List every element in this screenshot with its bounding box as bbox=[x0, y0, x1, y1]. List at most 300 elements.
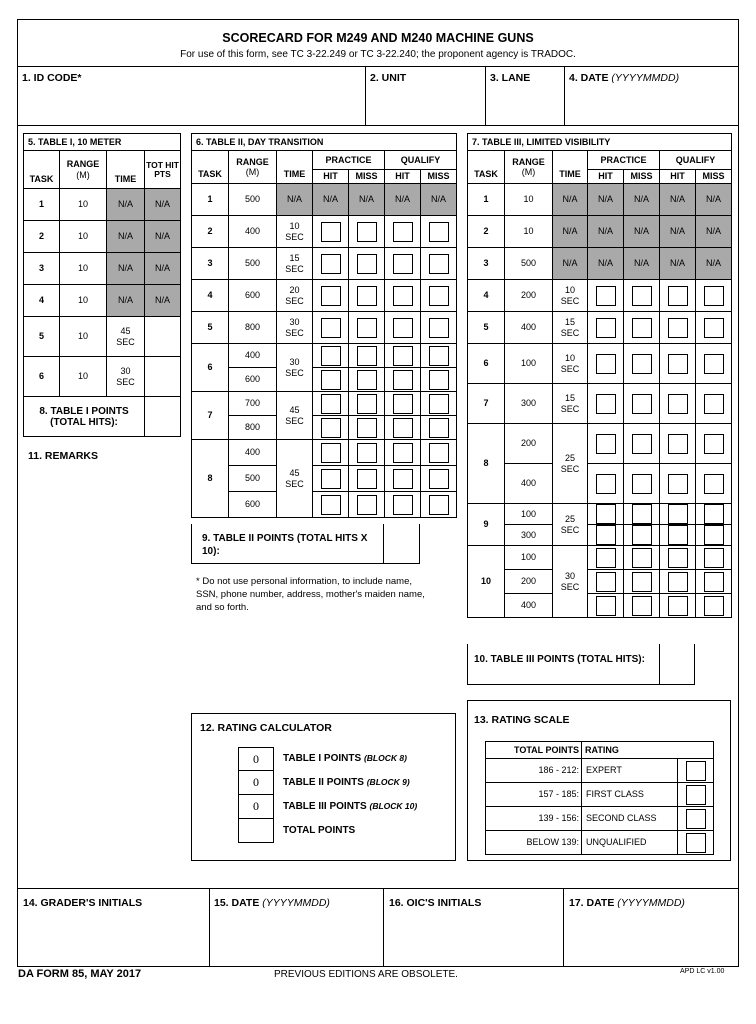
range-value: 200 bbox=[505, 570, 553, 594]
practice-hit-checkbox[interactable] bbox=[596, 596, 616, 616]
table-two-points-label: 9. TABLE II POINTS (TOTAL HITS X 10): bbox=[202, 533, 368, 557]
table-row bbox=[468, 594, 732, 618]
qualify-hit-cell bbox=[660, 570, 696, 594]
qualify-miss-checkbox[interactable] bbox=[429, 318, 449, 338]
practice-miss-cell bbox=[349, 492, 385, 518]
practice-hit-cell bbox=[313, 492, 349, 518]
id-code-label: 1. ID CODE* bbox=[22, 72, 82, 84]
qualify-hit-cell bbox=[660, 384, 696, 424]
date15-label: 15. DATE (YYYYMMDD) bbox=[214, 897, 330, 909]
qualify-hit-cell bbox=[660, 312, 696, 344]
range-value: 500 bbox=[229, 184, 277, 216]
practice-miss-cell bbox=[624, 525, 660, 546]
practice-hit-cell bbox=[588, 280, 624, 312]
time-value: 15 SEC bbox=[553, 312, 588, 344]
practice-miss-checkbox[interactable] bbox=[357, 443, 377, 463]
rating-name: SECOND CLASS bbox=[582, 807, 678, 831]
practice-miss-checkbox[interactable] bbox=[632, 504, 652, 524]
practice-hit-checkbox[interactable] bbox=[596, 434, 616, 454]
qualify-miss-cell bbox=[421, 368, 457, 392]
practice-miss-checkbox[interactable] bbox=[632, 318, 652, 338]
calculator-value[interactable]: 0 bbox=[238, 771, 274, 795]
grader-initials-field[interactable] bbox=[20, 912, 208, 964]
points-value: N/A bbox=[145, 253, 181, 285]
qualify-hit-checkbox[interactable] bbox=[393, 495, 413, 515]
col-miss: MISS bbox=[696, 170, 732, 184]
col-practice: PRACTICE bbox=[588, 151, 660, 170]
qualify-miss-cell bbox=[421, 416, 457, 440]
task-number: 8 bbox=[192, 440, 229, 518]
privacy-note: * Do not use personal information, to include name, SSN, phone number, address, mother's maiden name, and so forth. bbox=[196, 576, 425, 613]
qualify-miss-checkbox[interactable] bbox=[704, 525, 724, 545]
time-value: 45 SEC bbox=[277, 440, 313, 518]
time-value: 45 SEC bbox=[107, 317, 145, 357]
qualify-hit-checkbox[interactable] bbox=[393, 222, 413, 242]
range-value: 700 bbox=[229, 392, 277, 416]
practice-miss-checkbox[interactable] bbox=[632, 525, 652, 545]
qualify-miss-checkbox[interactable] bbox=[429, 495, 449, 515]
practice-hit-cell bbox=[313, 312, 349, 344]
practice-hit-cell bbox=[313, 344, 349, 368]
qualify-miss-cell bbox=[696, 312, 732, 344]
table-two bbox=[191, 133, 457, 518]
points-value bbox=[145, 357, 181, 397]
table-row bbox=[468, 424, 732, 464]
task-number: 6 bbox=[24, 357, 60, 397]
practice-miss-cell bbox=[349, 280, 385, 312]
na-cell: N/A bbox=[588, 184, 624, 216]
practice-hit-checkbox[interactable] bbox=[596, 394, 616, 414]
practice-hit-cell bbox=[313, 466, 349, 492]
table-row bbox=[192, 344, 457, 368]
table-row bbox=[468, 248, 732, 280]
qualify-miss-checkbox[interactable] bbox=[429, 469, 449, 489]
date-field[interactable] bbox=[566, 86, 736, 124]
practice-miss-checkbox[interactable] bbox=[357, 469, 377, 489]
rating-select-cell bbox=[678, 783, 714, 807]
table-row bbox=[468, 570, 732, 594]
task-number: 6 bbox=[468, 344, 505, 384]
practice-miss-checkbox[interactable] bbox=[357, 495, 377, 515]
points-value: N/A bbox=[145, 285, 181, 317]
col-time: TIME bbox=[553, 151, 588, 184]
practice-hit-checkbox[interactable] bbox=[321, 495, 341, 515]
practice-miss-checkbox[interactable] bbox=[357, 222, 377, 242]
task-number: 1 bbox=[468, 184, 505, 216]
table-row bbox=[192, 492, 457, 518]
practice-hit-checkbox[interactable] bbox=[596, 548, 616, 568]
practice-hit-cell bbox=[588, 594, 624, 618]
practice-miss-checkbox[interactable] bbox=[632, 474, 652, 494]
practice-hit-cell bbox=[313, 280, 349, 312]
col-qualify: QUALIFY bbox=[660, 151, 732, 170]
practice-hit-cell bbox=[588, 344, 624, 384]
table-row bbox=[24, 357, 181, 397]
table-two-points-box bbox=[191, 524, 420, 564]
task-number: 5 bbox=[468, 312, 505, 344]
qualify-miss-cell bbox=[421, 248, 457, 280]
calculator-value[interactable]: 0 bbox=[238, 795, 274, 819]
qualify-miss-cell bbox=[696, 546, 732, 570]
qualify-miss-cell bbox=[696, 424, 732, 464]
qualify-miss-checkbox[interactable] bbox=[429, 418, 449, 438]
practice-miss-checkbox[interactable] bbox=[632, 394, 652, 414]
table-row bbox=[468, 504, 732, 525]
practice-miss-checkbox[interactable] bbox=[357, 346, 377, 366]
calculator-value[interactable] bbox=[238, 819, 274, 843]
practice-hit-checkbox[interactable] bbox=[321, 394, 341, 414]
task-number: 4 bbox=[468, 280, 505, 312]
col-task: TASK bbox=[24, 151, 60, 189]
practice-hit-checkbox[interactable] bbox=[321, 286, 341, 306]
col-practice: PRACTICE bbox=[313, 151, 385, 170]
na-cell: N/A bbox=[349, 184, 385, 216]
task-number: 10 bbox=[468, 546, 505, 618]
task-number: 3 bbox=[192, 248, 229, 280]
table-row bbox=[192, 184, 457, 216]
table-row bbox=[468, 384, 732, 424]
qualify-hit-checkbox[interactable] bbox=[668, 354, 688, 374]
qualify-hit-checkbox[interactable] bbox=[668, 394, 688, 414]
qualify-miss-cell bbox=[421, 466, 457, 492]
time-value: N/A bbox=[107, 221, 145, 253]
practice-miss-cell bbox=[624, 570, 660, 594]
qualify-miss-checkbox[interactable] bbox=[704, 354, 724, 374]
practice-miss-checkbox[interactable] bbox=[357, 286, 377, 306]
table-row bbox=[468, 184, 732, 216]
qualify-miss-cell bbox=[421, 312, 457, 344]
col-time: TIME bbox=[277, 151, 313, 184]
qualify-hit-checkbox[interactable] bbox=[393, 370, 413, 390]
practice-hit-checkbox[interactable] bbox=[321, 318, 341, 338]
qualify-miss-checkbox[interactable] bbox=[429, 443, 449, 463]
date15-field[interactable] bbox=[211, 912, 381, 964]
range-value: 400 bbox=[505, 312, 553, 344]
practice-miss-checkbox[interactable] bbox=[357, 418, 377, 438]
table-row bbox=[192, 368, 457, 392]
practice-hit-cell bbox=[588, 312, 624, 344]
practice-hit-cell bbox=[313, 392, 349, 416]
range-value: 500 bbox=[505, 248, 553, 280]
practice-hit-checkbox[interactable] bbox=[321, 346, 341, 366]
qualify-hit-cell bbox=[660, 525, 696, 546]
qualify-miss-cell bbox=[696, 525, 732, 546]
practice-miss-cell bbox=[349, 392, 385, 416]
rating-select-checkbox[interactable] bbox=[686, 833, 706, 853]
qualify-hit-checkbox[interactable] bbox=[668, 434, 688, 454]
na-cell: N/A bbox=[588, 216, 624, 248]
time-value: 30 SEC bbox=[107, 357, 145, 397]
table-row bbox=[468, 280, 732, 312]
lane-field[interactable] bbox=[487, 86, 562, 124]
range-value: 600 bbox=[229, 492, 277, 518]
qualify-miss-checkbox[interactable] bbox=[429, 286, 449, 306]
practice-miss-checkbox[interactable] bbox=[632, 596, 652, 616]
time-value: 15 SEC bbox=[277, 248, 313, 280]
practice-hit-checkbox[interactable] bbox=[596, 474, 616, 494]
table-row bbox=[192, 440, 457, 466]
qualify-hit-checkbox[interactable] bbox=[668, 474, 688, 494]
practice-miss-checkbox[interactable] bbox=[632, 572, 652, 592]
col-hit: HIT bbox=[385, 170, 421, 184]
calculator-label: TABLE III POINTS (BLOCK 10) bbox=[283, 801, 418, 812]
task-number: 1 bbox=[24, 189, 60, 221]
practice-hit-cell bbox=[588, 504, 624, 525]
time-value: 15 SEC bbox=[553, 384, 588, 424]
qualify-hit-checkbox[interactable] bbox=[393, 318, 413, 338]
calculator-value[interactable]: 0 bbox=[238, 747, 274, 771]
task-number: 3 bbox=[468, 248, 505, 280]
qualify-miss-cell bbox=[421, 344, 457, 368]
rating-calculator-label: 12. RATING CALCULATOR bbox=[200, 722, 332, 734]
table-row bbox=[192, 280, 457, 312]
table-row bbox=[468, 312, 732, 344]
table-one-caption: 5. TABLE I, 10 METER bbox=[24, 134, 181, 151]
table-row bbox=[192, 392, 457, 416]
table-row bbox=[468, 525, 732, 546]
practice-hit-checkbox[interactable] bbox=[596, 525, 616, 545]
time-value: 25 SEC bbox=[553, 424, 588, 504]
qualify-miss-checkbox[interactable] bbox=[704, 286, 724, 306]
practice-miss-checkbox[interactable] bbox=[632, 548, 652, 568]
practice-hit-checkbox[interactable] bbox=[596, 318, 616, 338]
rating-row bbox=[486, 783, 714, 807]
qualify-miss-checkbox[interactable] bbox=[704, 596, 724, 616]
time-value: 30 SEC bbox=[553, 546, 588, 618]
practice-miss-cell bbox=[624, 384, 660, 424]
qualify-miss-checkbox[interactable] bbox=[704, 548, 724, 568]
qualify-hit-checkbox[interactable] bbox=[668, 596, 688, 616]
table-one-points-field[interactable] bbox=[145, 397, 181, 437]
qualify-hit-cell bbox=[660, 464, 696, 504]
range-value: 10 bbox=[60, 253, 107, 285]
practice-hit-checkbox[interactable] bbox=[321, 443, 341, 463]
na-cell: N/A bbox=[624, 248, 660, 280]
remarks-field[interactable] bbox=[24, 466, 184, 706]
rating-points: 139 - 156: bbox=[486, 807, 582, 831]
qualify-hit-cell bbox=[385, 312, 421, 344]
points-value: N/A bbox=[145, 189, 181, 221]
practice-miss-checkbox[interactable] bbox=[357, 318, 377, 338]
table-three-caption: 7. TABLE III, LIMITED VISIBILITY bbox=[468, 134, 732, 151]
qualify-hit-checkbox[interactable] bbox=[668, 286, 688, 306]
range-value: 10 bbox=[60, 189, 107, 221]
time-value: 20 SEC bbox=[277, 280, 313, 312]
table-row bbox=[24, 285, 181, 317]
rating-select-checkbox[interactable] bbox=[686, 761, 706, 781]
task-number: 6 bbox=[192, 344, 229, 392]
qualify-hit-cell bbox=[660, 280, 696, 312]
qualify-miss-checkbox[interactable] bbox=[429, 370, 449, 390]
obsolete-note: PREVIOUS EDITIONS ARE OBSOLETE. bbox=[274, 969, 458, 980]
col-miss: MISS bbox=[624, 170, 660, 184]
table-one-points-label: 8. TABLE I POINTS (TOTAL HITS): bbox=[24, 397, 145, 437]
qualify-hit-cell bbox=[385, 368, 421, 392]
task-number: 1 bbox=[192, 184, 229, 216]
table-row bbox=[192, 248, 457, 280]
time-value: 25 SEC bbox=[553, 504, 588, 546]
col-task: TASK bbox=[468, 151, 505, 184]
qualify-hit-checkbox[interactable] bbox=[393, 254, 413, 274]
table-three-points-box bbox=[467, 644, 695, 685]
qualify-hit-cell bbox=[385, 392, 421, 416]
table-three bbox=[467, 133, 732, 618]
qualify-miss-checkbox[interactable] bbox=[429, 394, 449, 414]
form-number: DA FORM 85, MAY 2017 bbox=[18, 968, 142, 980]
practice-hit-cell bbox=[588, 464, 624, 504]
practice-miss-cell bbox=[349, 368, 385, 392]
col-qualify: QUALIFY bbox=[385, 151, 457, 170]
qualify-miss-checkbox[interactable] bbox=[704, 434, 724, 454]
qualify-miss-checkbox[interactable] bbox=[429, 222, 449, 242]
qualify-miss-cell bbox=[696, 594, 732, 618]
qualify-hit-cell bbox=[660, 504, 696, 525]
practice-hit-cell bbox=[588, 570, 624, 594]
qualify-hit-checkbox[interactable] bbox=[668, 548, 688, 568]
qualify-hit-cell bbox=[385, 280, 421, 312]
task-number: 2 bbox=[24, 221, 60, 253]
rating-row bbox=[486, 807, 714, 831]
na-cell: N/A bbox=[385, 184, 421, 216]
range-value: 400 bbox=[229, 440, 277, 466]
range-value: 10 bbox=[60, 285, 107, 317]
practice-miss-checkbox[interactable] bbox=[632, 434, 652, 454]
range-value: 500 bbox=[229, 248, 277, 280]
time-value: 10 SEC bbox=[553, 344, 588, 384]
practice-hit-checkbox[interactable] bbox=[596, 572, 616, 592]
range-value: 800 bbox=[229, 416, 277, 440]
practice-hit-checkbox[interactable] bbox=[596, 354, 616, 374]
table-two-caption: 6. TABLE II, DAY TRANSITION bbox=[192, 134, 457, 151]
na-cell: N/A bbox=[660, 216, 696, 248]
practice-miss-checkbox[interactable] bbox=[357, 370, 377, 390]
time-value: N/A bbox=[107, 285, 145, 317]
time-value: N/A bbox=[107, 253, 145, 285]
practice-miss-checkbox[interactable] bbox=[357, 394, 377, 414]
col-total-points: TOTAL POINTS bbox=[486, 742, 582, 759]
qualify-miss-checkbox[interactable] bbox=[429, 254, 449, 274]
practice-miss-checkbox[interactable] bbox=[632, 354, 652, 374]
range-value: 400 bbox=[505, 464, 553, 504]
rating-points: 157 - 185: bbox=[486, 783, 582, 807]
practice-hit-checkbox[interactable] bbox=[321, 222, 341, 242]
range-value: 400 bbox=[505, 594, 553, 618]
qualify-hit-checkbox[interactable] bbox=[393, 443, 413, 463]
qualify-hit-checkbox[interactable] bbox=[393, 394, 413, 414]
qualify-hit-checkbox[interactable] bbox=[393, 346, 413, 366]
qualify-hit-cell bbox=[385, 492, 421, 518]
time-value: N/A bbox=[553, 184, 588, 216]
unit-field[interactable] bbox=[367, 86, 483, 124]
practice-hit-checkbox[interactable] bbox=[321, 254, 341, 274]
table-row bbox=[24, 253, 181, 285]
range-value: 200 bbox=[505, 424, 553, 464]
practice-hit-checkbox[interactable] bbox=[321, 370, 341, 390]
rating-select-checkbox[interactable] bbox=[686, 809, 706, 829]
range-value: 300 bbox=[505, 525, 553, 546]
practice-miss-cell bbox=[624, 504, 660, 525]
rating-select-cell bbox=[678, 831, 714, 855]
qualify-hit-checkbox[interactable] bbox=[668, 525, 688, 545]
qualify-hit-checkbox[interactable] bbox=[668, 318, 688, 338]
qualify-hit-checkbox[interactable] bbox=[393, 286, 413, 306]
rating-select-checkbox[interactable] bbox=[686, 785, 706, 805]
na-cell: N/A bbox=[696, 216, 732, 248]
oic-initials-field[interactable] bbox=[385, 912, 561, 964]
qualify-hit-checkbox[interactable] bbox=[668, 504, 688, 524]
table-row bbox=[192, 312, 457, 344]
qualify-miss-cell bbox=[696, 344, 732, 384]
qualify-miss-checkbox[interactable] bbox=[704, 318, 724, 338]
date17-field[interactable] bbox=[565, 912, 736, 964]
practice-hit-checkbox[interactable] bbox=[321, 469, 341, 489]
qualify-miss-checkbox[interactable] bbox=[704, 504, 724, 524]
practice-hit-checkbox[interactable] bbox=[596, 504, 616, 524]
calculator-label: TOTAL POINTS bbox=[283, 825, 356, 836]
form-title: SCORECARD FOR M249 AND M240 MACHINE GUNS bbox=[222, 31, 534, 45]
practice-hit-cell bbox=[588, 546, 624, 570]
calculator-label: TABLE II POINTS (BLOCK 9) bbox=[283, 777, 410, 788]
qualify-hit-checkbox[interactable] bbox=[393, 469, 413, 489]
qualify-hit-checkbox[interactable] bbox=[393, 418, 413, 438]
qualify-miss-checkbox[interactable] bbox=[429, 346, 449, 366]
practice-miss-cell bbox=[349, 466, 385, 492]
na-cell: N/A bbox=[313, 184, 349, 216]
task-number: 7 bbox=[192, 392, 229, 440]
na-cell: N/A bbox=[588, 248, 624, 280]
form-subtitle: For use of this form, see TC 3-22.249 or TC 3-22.240; the proponent agency is TRADOC. bbox=[180, 49, 576, 60]
table-two-points-field[interactable] bbox=[384, 524, 420, 563]
rating-select-cell bbox=[678, 807, 714, 831]
time-value: N/A bbox=[277, 184, 313, 216]
practice-hit-cell bbox=[588, 525, 624, 546]
table-three-points-field[interactable] bbox=[660, 644, 695, 684]
qualify-hit-cell bbox=[385, 416, 421, 440]
practice-hit-cell bbox=[313, 368, 349, 392]
qualify-miss-cell bbox=[696, 570, 732, 594]
rating-name: EXPERT bbox=[582, 759, 678, 783]
task-number: 2 bbox=[192, 216, 229, 248]
range-value: 400 bbox=[229, 216, 277, 248]
time-value: N/A bbox=[107, 189, 145, 221]
practice-hit-checkbox[interactable] bbox=[596, 286, 616, 306]
col-rating: RATING bbox=[582, 742, 714, 759]
practice-miss-checkbox[interactable] bbox=[357, 254, 377, 274]
range-value: 500 bbox=[229, 466, 277, 492]
qualify-miss-checkbox[interactable] bbox=[704, 474, 724, 494]
qualify-hit-cell bbox=[660, 594, 696, 618]
practice-hit-checkbox[interactable] bbox=[321, 418, 341, 438]
date17-label: 17. DATE (YYYYMMDD) bbox=[569, 897, 685, 909]
table-row bbox=[468, 344, 732, 384]
rating-points: BELOW 139: bbox=[486, 831, 582, 855]
practice-miss-cell bbox=[624, 594, 660, 618]
practice-miss-checkbox[interactable] bbox=[632, 286, 652, 306]
qualify-hit-checkbox[interactable] bbox=[668, 572, 688, 592]
qualify-hit-cell bbox=[385, 248, 421, 280]
na-cell: N/A bbox=[660, 248, 696, 280]
practice-miss-cell bbox=[624, 464, 660, 504]
na-cell: N/A bbox=[624, 216, 660, 248]
id-code-field[interactable] bbox=[20, 86, 363, 124]
range-value: 100 bbox=[505, 546, 553, 570]
rating-name: FIRST CLASS bbox=[582, 783, 678, 807]
col-time: TIME bbox=[107, 151, 145, 189]
qualify-miss-checkbox[interactable] bbox=[704, 572, 724, 592]
qualify-miss-checkbox[interactable] bbox=[704, 394, 724, 414]
table-row bbox=[24, 317, 181, 357]
apd-version: APD LC v1.00 bbox=[680, 968, 725, 975]
